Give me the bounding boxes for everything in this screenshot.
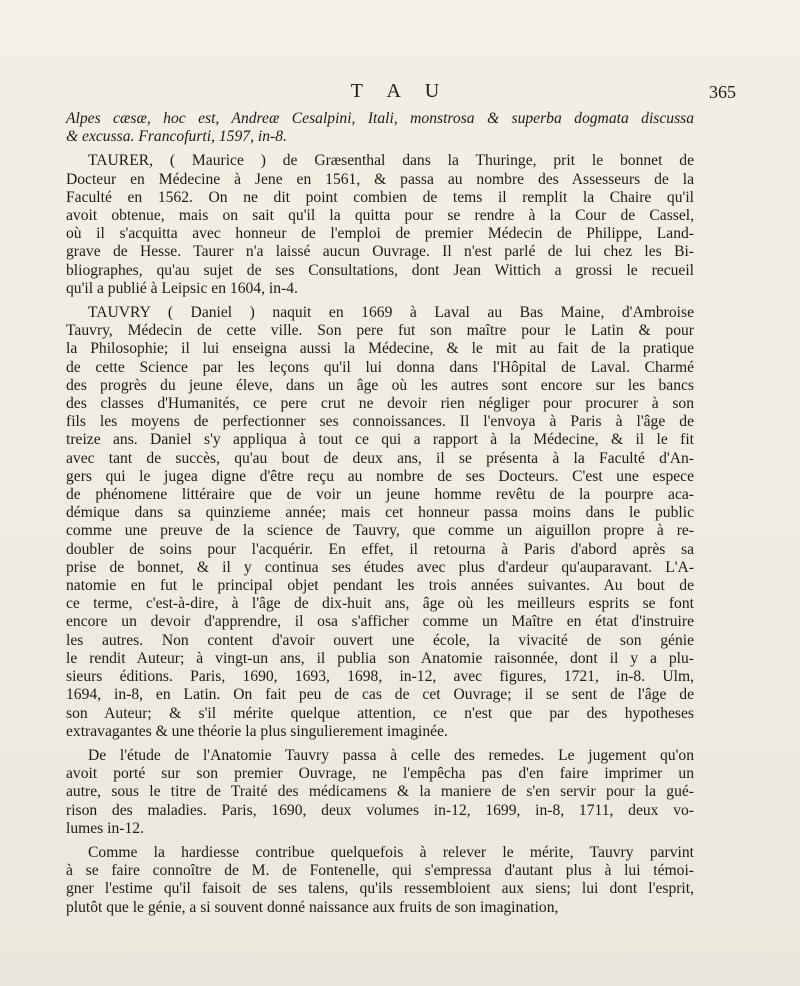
text-line: gner l'estime qu'il faisoit de ses talens, qu'ils ressembloient aux siens; lui dont l'esprit,: [66, 880, 694, 898]
page-number: 365: [709, 82, 736, 102]
text-line: fils les moyens de perfectionner ses connoissances. Il l'envoya à Paris à l'âge de: [66, 413, 694, 431]
text-line: grave de Hesse. Taurer n'a laissé aucun Ouvrage. Il n'est parlé de lui chez les Bi-: [66, 243, 694, 261]
text-line: des progrès du jeune éleve, dans un âge où les autres sont encore sur les bancs: [66, 376, 694, 394]
text-line: prise de bonnet, & il y continua ses études avec plus d'ardeur qu'auparavant. L'A-: [66, 558, 694, 576]
text-line: 1694, in-8, en Latin. On fait peu de cas de cet Ouvrage; il se sent de l'âge de: [66, 686, 694, 704]
paragraph: [66, 110, 694, 146]
text-line: la Philosophie; il lui enseigna aussi la Médecine, & le mit au fait de la pratique: [66, 340, 694, 358]
text-line: & excussa. Francofurti, 1597, in-8.: [66, 128, 287, 146]
paragraph: [66, 304, 694, 741]
text-line: comme une preuve de la science de Tauvry, que comme un aiguillon propre à re-: [66, 522, 694, 540]
text-line: démique dans sa quinzieme année; mais cet honneur passa moins dans le public: [66, 504, 694, 522]
text-line: les autres. Non content d'avoir ouvert une école, la vivacité de son génie: [66, 631, 694, 649]
paragraph: [66, 844, 694, 917]
text-line: extravagantes & une théorie la plus singulierement imaginée.: [66, 722, 448, 740]
text-line: de phénomene littéraire que de voir un jeune homme revêtu de la pourpre aca-: [66, 486, 694, 504]
text-line: lumes in-12.: [66, 819, 144, 837]
text-line: bliographes, qu'au sujet de ses Consultations, dont Jean Wittich a grossi le recueil: [66, 261, 694, 279]
text-line: qu'il a publié à Leipsic en 1604, in-4.: [66, 279, 298, 297]
text-line: Comme la hardiesse contribue quelquefois à relever le mérite, Tauvry parvint: [88, 843, 694, 861]
text-line: avec tant de succès, qu'au bout de deux ans, il se présenta à la Faculté d'An-: [66, 449, 694, 467]
text-line: Faculté en 1562. On ne dit point combien de tems il remplit la Chaire qu'il: [66, 188, 694, 206]
text-line: de cette Science par les leçons qu'il lui donna dans l'Hôpital de Laval. Charmé: [66, 358, 694, 376]
text-line: avoit porté sur son premier Ouvrage, ne l'empêcha pas d'en faire imprimer un: [66, 765, 694, 783]
text-line: son Auteur; & s'il mérite quelque attention, ce n'est que par des hypotheses: [66, 704, 694, 722]
paragraph: [66, 152, 694, 298]
text-line: TAUVRY ( Daniel ) naquit en 1669 à Laval au Bas Maine, d'Ambroise: [88, 304, 694, 322]
text-line: encore un devoir d'apprendre, il osa s'afficher comme un Maître en état d'instruire: [66, 613, 694, 631]
text-line: autre, sous le titre de Traité des médicamens & la maniere de s'en servir pour la gué-: [66, 783, 694, 801]
text-line: à se faire connoître de M. de Fontenelle, qui s'empressa d'autant plus à lui témoi-: [66, 862, 694, 880]
text-line: plutôt que le génie, a si souvent donné naissance aux fruits de son imagination,: [66, 898, 559, 916]
text-line: natomie en fut le principal objet pendant les trois années suivantes. Au bout de: [66, 577, 694, 595]
text-line: des classes d'Humanités, ce pere crut ne devoir rien négliger pour procurer à son: [66, 395, 694, 413]
text-line: Docteur en Médecine à Jene en 1561, & passa au nombre des Assesseurs de la: [66, 170, 694, 188]
text-line: ce terme, c'est-à-dire, à l'âge de dix-huit ans, âge où les meilleurs esprits se font: [66, 595, 694, 613]
text-line: avoit obtenue, mais on sait qu'il la quitta pour se rendre à la Cour de Cassel,: [66, 207, 694, 225]
text-line: doubler de soins pour l'acquérir. En effet, il retourna à Paris d'abord après sa: [66, 540, 694, 558]
text-line: TAURER, ( Maurice ) de Græsenthal dans la Thuringe, prit le bonnet de: [88, 152, 694, 170]
text-line: sieurs éditions. Paris, 1690, 1693, 1698, in-12, avec figures, 1721, in-8. Ulm,: [66, 668, 694, 686]
text-line: De l'étude de l'Anatomie Tauvry passa à celle des remedes. Le jugement qu'on: [88, 746, 694, 764]
running-head: T A U: [350, 80, 450, 102]
body-text: [66, 110, 694, 923]
page-header: [60, 80, 740, 106]
paragraph: [66, 747, 694, 838]
text-line: où il s'acquitta avec honneur de l'emploi de premier Médecin de Philippe, Land-: [66, 225, 694, 243]
text-line: Tauvry, Médecin de cette ville. Son pere fut son maître pour le Latin & pour: [66, 322, 694, 340]
text-line: rison des maladies. Paris, 1690, deux volumes in-12, 1699, in-8, 1711, deux vo-: [66, 801, 694, 819]
text-line: Alpes cæsæ, hoc est, Andreæ Cesalpini, Itali, monstrosa & superba dogmata discussa: [66, 110, 694, 127]
text-line: gers qui le jugea digne d'être reçu au nombre de ses Docteurs. C'est une espece: [66, 467, 694, 485]
text-line: le rendit Auteur; à vingt-un ans, il publia son Anatomie raisonnée, dont il y a plu-: [66, 649, 694, 667]
text-line: treize ans. Daniel s'y appliqua à tout ce qui a rapport à la Médecine, & il le fit: [66, 431, 694, 449]
